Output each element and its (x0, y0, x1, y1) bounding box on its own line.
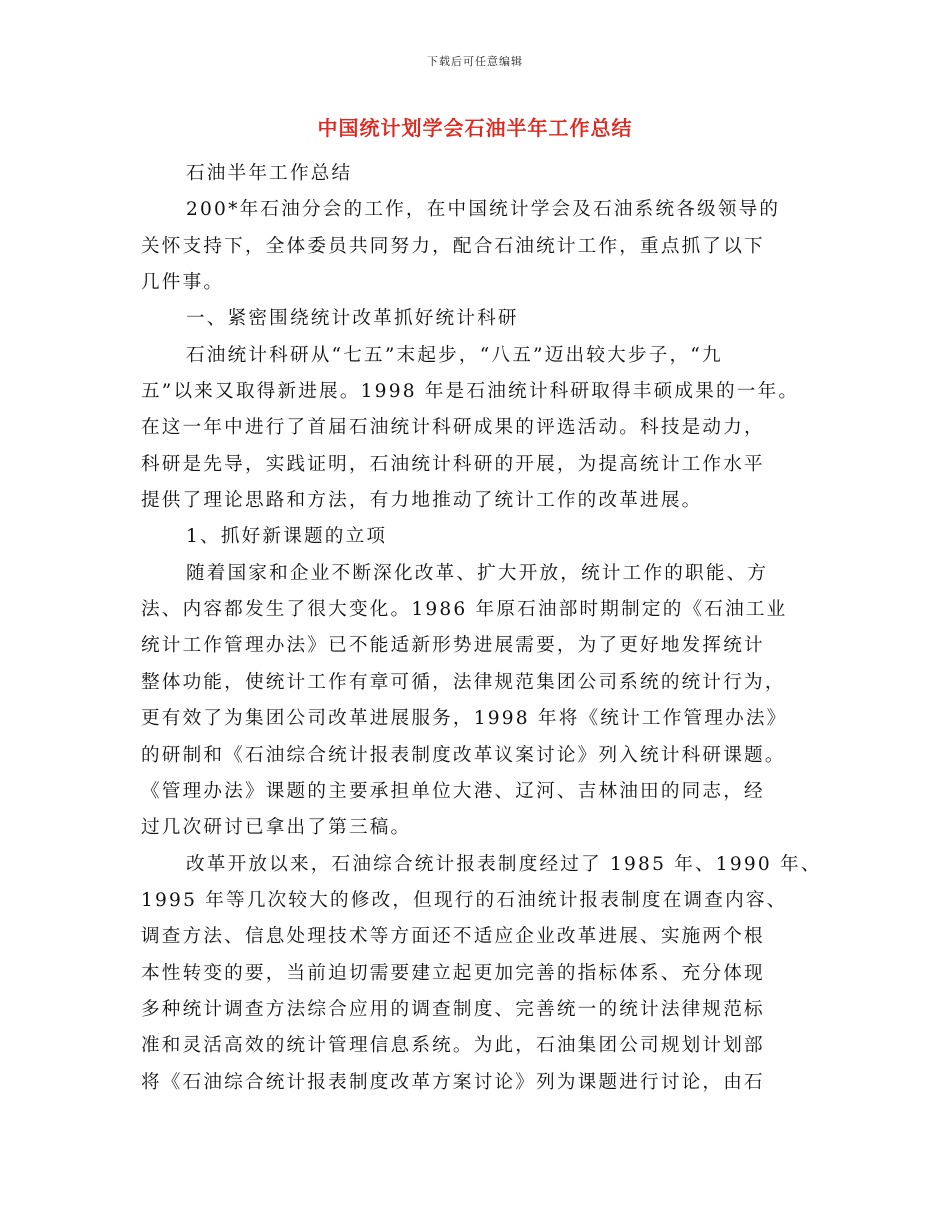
text-line: 提供了理论思路和方法，有力地推动了统计工作的改革进展。 (141, 490, 703, 512)
text-line: 几件事。 (141, 272, 225, 294)
header-note: 下载后可任意编辑 (427, 55, 523, 68)
text-line: 将《石油综合统计报表制度改革方案讨论》列为课题进行讨论，由石 (141, 1071, 765, 1093)
text-line: 随着国家和企业不断深化改革、扩大开放，统计工作的职能、方 (186, 562, 769, 584)
text-line: 本性转变的要，当前迫切需要建立起更加完善的指标体系、充分体现 (141, 962, 765, 984)
text-line: 调查方法、信息处理技术等方面还不适应企业改革进展、实施两个根 (141, 926, 765, 948)
text-line: 的研制和《石油综合统计报表制度改革议案讨论》列入统计科研课题。 (141, 744, 786, 766)
text-line: 多种统计调查方法综合应用的调查制度、完善统一的统计法律规范标 (141, 998, 765, 1020)
text-line: 200*年石油分会的工作，在中国统计学会及石油系统各级领导的 (186, 199, 781, 221)
text-line: 统计工作管理办法》已不能适新形势进展需要，为了更好地发挥统计 (141, 635, 765, 657)
text-line: 过几次研讨已拿出了第三稿。 (141, 817, 412, 839)
text-line: 1995 年等几次较大的修改，但现行的石油统计报表制度在调查内容、 (141, 889, 788, 911)
text-line: 《管理办法》课题的主要承担单位大港、辽河、吉林油田的同志，经 (141, 780, 765, 802)
text-line: 石油统计科研从“七五”末起步，“八五”迈出较大步子，“九 (186, 344, 723, 366)
text-line: 准和灵活高效的统计管理信息系统。为此，石油集团公司规划计划部 (141, 1035, 765, 1057)
text-line: 在这一年中进行了首届石油统计科研成果的评选活动。科技是动力， (141, 417, 765, 439)
text-line: 关怀支持下，全体委员共同努力，配合石油统计工作，重点抓了以下 (141, 235, 765, 257)
text-line: 更有效了为集团公司改革进展服务，1998 年将《统计工作管理办法》 (141, 708, 788, 730)
document-body (141, 156, 822, 1101)
text-line: 改革开放以来，石油综合统计报表制度经过了 1985 年、1990 年、 (186, 853, 822, 875)
text-line: 五”以来又取得新进展。1998 年是石油统计科研取得丰硕成果的一年。 (141, 381, 800, 403)
text-line: 整体功能，使统计工作有章可循，法律规范集团公司系统的统计行为， (141, 671, 786, 693)
text-line: 法、内容都发生了很大变化。1986 年原石油部时期制定的《石油工业 (141, 599, 788, 621)
text-line: 石油半年工作总结 (186, 163, 353, 184)
text-line: 科研是先导，实践证明，石油统计科研的开展，为提高统计工作水平 (141, 453, 765, 475)
text-line: 1、抓好新课题的立项 (186, 526, 388, 548)
text-line: 一、紧密围绕统计改革抓好统计科研 (186, 308, 519, 330)
document-title: 中国统计划学会石油半年工作总结 (317, 116, 633, 140)
